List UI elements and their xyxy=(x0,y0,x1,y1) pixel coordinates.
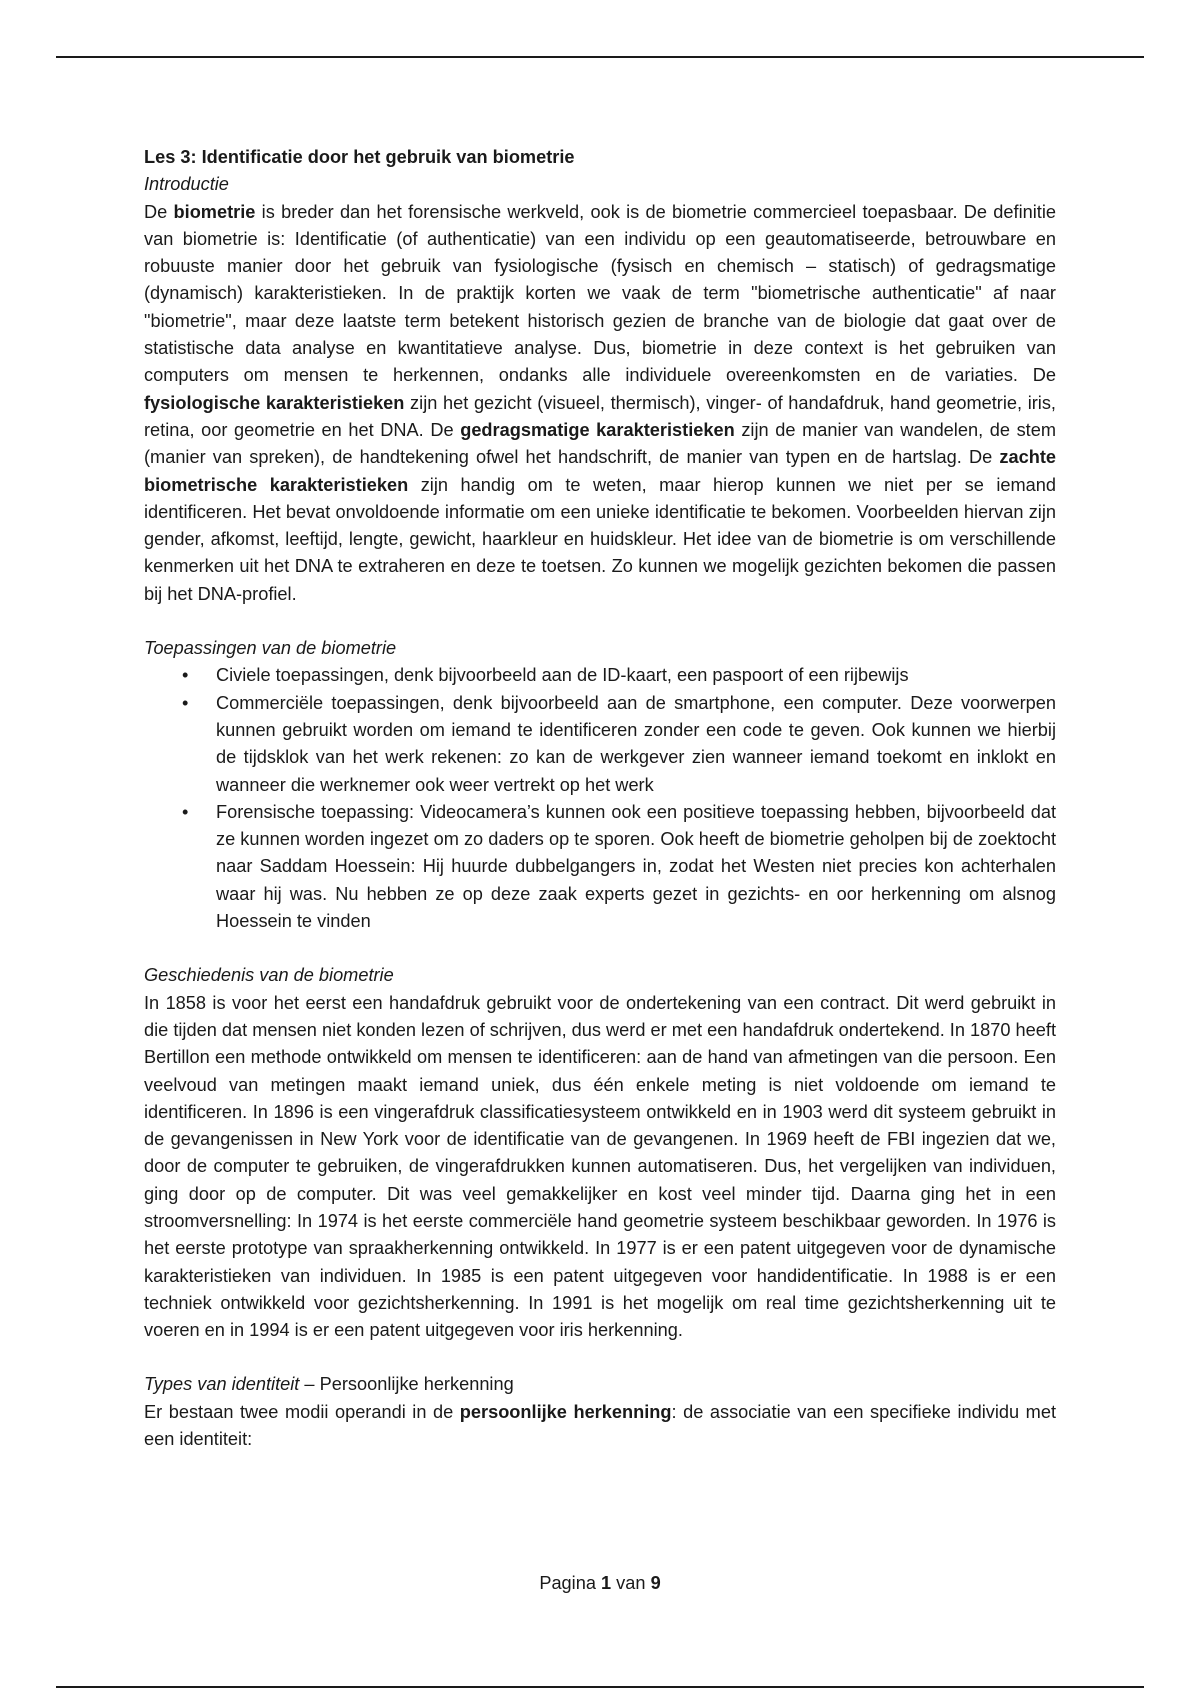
term-persoonlijke-herkenning: persoonlijke herkenning xyxy=(459,1401,672,1422)
bullet-icon: • xyxy=(182,692,189,713)
types-paragraph: Er bestaan twee modii operandi in de persoonlijke herkenning: de associatie van een specifieke individu met een identiteit: xyxy=(144,1401,1057,1450)
applications-list xyxy=(144,662,1056,935)
bullet-icon: • xyxy=(182,801,189,822)
term-fysiologische: fysiologische karakteristieken xyxy=(144,392,405,413)
intro-paragraph: De biometrie is breder dan het forensische werkveld, ook is de biometrie commercieel toepasbaar. De definitie van biometrie is: Identificatie (of authenticatie) van een individu op een geautomatiseerde, betrouwbare en robuuste manier door het gebruik van fysiologische (fysisch en chemisch – statisch) of gedragsmatige (dynamisch) karakteristieken. In de praktijk korten we vaak de term "biometrische authenticatie" af naar "biometrie", maar deze laatste term betekent historisch gezien de branche van de biologie dat gaat over de statistische data analyse en kwantitatieve analyse. Dus, biometrie in deze context is het gebruiken van computers om mensen te herkennen, ondanks alle individuele overeenkomsten en de variaties. De fysiologische karakteristieken zijn het gezicht (visueel, thermisch), vinger- of handafdruk, hand geometrie, iris, retina, oor geometrie en het DNA. De gedragsmatige karakteristieken zijn de manier van wandelen, de stem (manier van spreken), de handtekening ofwel het handschrift, de manier van typen en de hartslag. De zachte biometrische karakteristieken zijn handig om te weten, maar hierop kunnen we niet per se iemand identificeren. Het bevat onvoldoende informatie om een unieke identificatie te bekomen. Voorbeelden hiervan zijn gender, afkomst, leeftijd, lengte, gewicht, haarkleur en huidskleur. Het idee van de biometrie is om verschillende kenmerken uit het DNA te extraheren en deze te toetsen. Zo kunnen we mogelijk gezichten bekomen die passen bij het DNA-profiel. xyxy=(144,201,1056,604)
document-page xyxy=(144,144,1056,1453)
history-paragraph: In 1858 is voor het eerst een handafdruk gebruikt voor de ondertekening van een contract. Dit werd gebruikt in die tijden dat mensen niet konden lezen of schrijven, dus werd er met een handafdruk ondertekend. In 1870 heeft Bertillon een methode ontwikkeld om mensen te identificeren: aan de hand van afmetingen van die persoon. Een veelvoud van metingen maakt iemand uniek, dus één enkele meting is niet voldoende om iemand te identificeren. In 1896 is een vingerafdruk classificatiesysteem ontwikkeld en in 1903 werd dit systeem gebruikt in de gevangenissen in New York voor de identificatie van de gevangenen. In 1969 heeft de FBI ingezien dat we, door de computer te gebruiken, de vingerafdrukken kunnen automatiseren. Dus, het vergelijken van individuen, ging door op de computer. Dit was veel gemakkelijker en kost veel minder tijd. Daarna ging het in een stroomversnelling: In 1974 is het eerste commerciële hand geometrie systeem beschikbaar geworden. In 1976 is het eerste prototype van spraakherkenning ontwikkeld. In 1977 is er een patent uitgegeven voor de dynamische karakteristieken van individuen. In 1985 is een patent uitgegeven voor handidentificatie. In 1988 is er een techniek ontwikkeld voor gezichtsherkenning. In 1991 is het mogelijk om real time gezichtsherkenning uit te voeren en in 1994 is er een patent uitgegeven voor iris herkenning. xyxy=(144,992,1056,1341)
list-item: • Forensische toepassing: Videocamera’s kunnen ook een positieve toepassing hebben, bijvoorbeeld dat ze kunnen worden ingezet om zo daders op te sporen. Ook heeft de biometrie geholpen bij de zoektocht naar Saddam Hoessein: Hij huurde dubbelgangers in, zodat het Westen niet precies kon achterhalen waar hij was. Nu hebben ze op deze zaak experts gezet in gezichts- en oor herkenning om alsnog Hoessein te vinden xyxy=(144,799,1056,935)
history-heading: Geschiedenis van de biometrie xyxy=(144,965,394,986)
header-rule xyxy=(56,56,1144,58)
term-zachte: zachte biometrische karakteristieken xyxy=(144,447,1056,495)
list-item: • Commerciële toepassingen, denk bijvoorbeeld aan de smartphone, een computer. Deze voorwerpen kunnen gebruikt worden om iemand te identificeren zonder een code te geven. Ook kunnen we hierbij de tijdsklok van het werk rekenen: zo kan de werkgever zien wanneer iemand toekomt en inklokt en wanneer die werknemer ook weer vertrekt op het werk xyxy=(144,690,1056,799)
page-number: 1 xyxy=(601,1573,612,1593)
term-biometrie: biometrie xyxy=(173,201,256,222)
applications-heading: Toepassingen van de biometrie xyxy=(144,638,397,659)
page-footer: Pagina 1 van 9 xyxy=(539,1573,661,1593)
list-item: • Civiele toepassingen, denk bijvoorbeeld aan de ID-kaart, een paspoort of een rijbewijs xyxy=(144,662,1056,689)
page-total: 9 xyxy=(650,1573,661,1593)
term-gedragsmatige: gedragsmatige karakteristieken xyxy=(460,419,735,440)
footer-rule xyxy=(56,1686,1144,1688)
lesson-title: Les 3: Identificatie door het gebruik van biometrie xyxy=(144,147,575,167)
types-heading: Types van identiteit – Persoonlijke herkenning xyxy=(144,1374,514,1395)
bullet-icon: • xyxy=(182,665,189,686)
intro-heading: Introductie xyxy=(144,174,229,195)
